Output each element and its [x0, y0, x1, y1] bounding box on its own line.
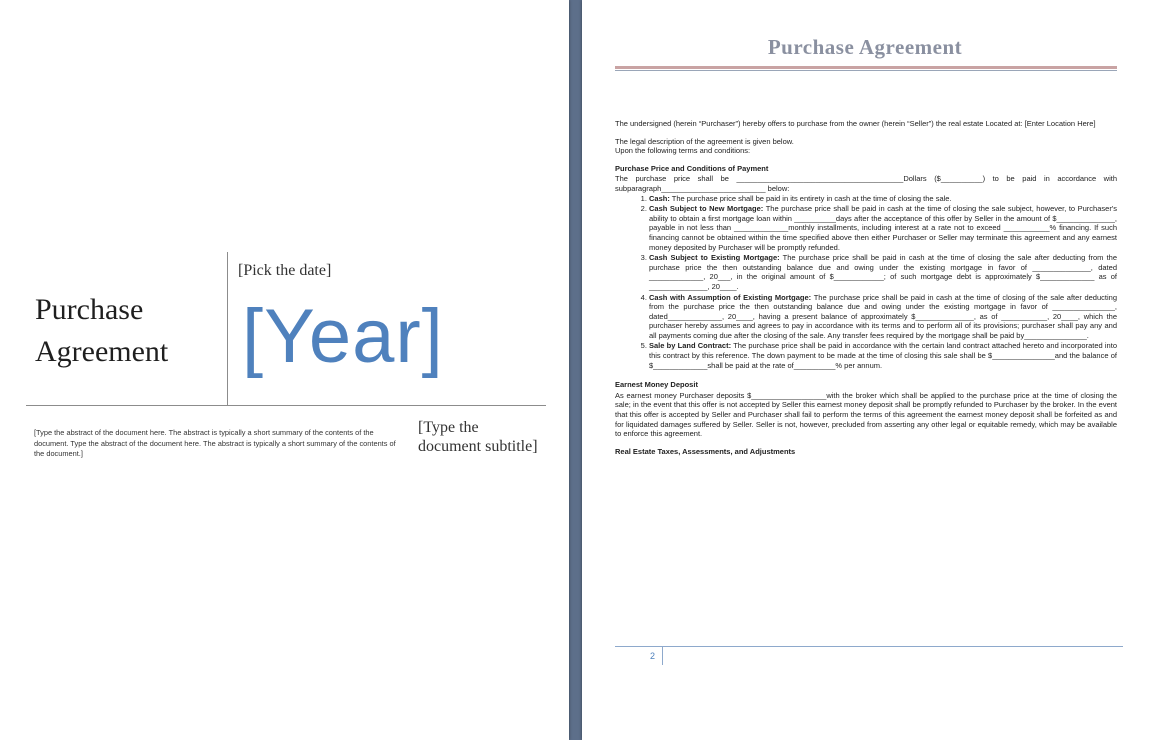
list-item[interactable] [649, 341, 1117, 370]
section-heading-purchase-price[interactable]: Purchase Price and Conditions of Payment [615, 163, 769, 173]
list-item[interactable] [649, 293, 1117, 341]
earnest-money-paragraph[interactable]: As earnest money Purchaser deposits $__________________with the broker which shall be applied to the purchase price at the time of closing the sale; in the event that this offer is not accepted by Seller this earnest money deposit shall be promptly refunded to Purchaser by the broker. In the event that this offer is accepted by Seller and Purchaser shall fail to perform the terms of this agreement the earnest money deposit shall be forfeited as and for liquidated damages suffered by Seller. Seller is not, however, precluded from asserting any other legal or equitable remedy, which may be available to enforce this agreement. [615, 390, 1117, 439]
list-item-text: The purchase price shall be paid in cash at the time of closing the sale subject, however, to Purchaser's ability to obtain a first mortgage loan within __________days after the acceptance of this offer by Seller in the amount of $______________, payable in not less than _____________monthly installments, including interest at a rate not to exceed ___________% financing. If such financing cannot be obtained within the time specified above then either Purchaser or Seller may terminate this agreement and any earnest money deposited by Purchaser will be promptly refunded. [649, 204, 1117, 252]
list-item[interactable] [649, 253, 1117, 291]
cover-title[interactable]: Purchase Agreement [35, 293, 169, 368]
section-heading-taxes[interactable]: Real Estate Taxes, Assessments, and Adjustments [615, 446, 796, 456]
list-item-text: The purchase price shall be paid in accordance with the certain land contract attached hereto and incorporated into this contract by this reference. The down payment to be made at the time of closing this sale shall be $_______________and the balance of $_____________shall be paid at the rate of__________% per annum. [649, 341, 1117, 370]
subtitle-placeholder[interactable]: [Type the document subtitle] [418, 419, 538, 455]
title-rule [615, 66, 1117, 69]
footer-divider [662, 647, 663, 665]
list-item-label: Cash Subject to Existing Mortgage: [649, 253, 780, 263]
list-item-label: Cash Subject to New Mortgage: [649, 204, 764, 214]
purchase-price-paragraph[interactable]: The purchase price shall be ________________________________________Dollars ($__________) to be paid in accordance with subparagraph_________________________ below: [615, 174, 1117, 193]
list-item[interactable] [649, 194, 1117, 204]
document-body[interactable] [615, 119, 1117, 457]
list-item-label: Cash: [649, 193, 670, 203]
agreement-page [582, 0, 1152, 740]
list-item-text: The purchase price shall be paid in cash at the time of closing of the sale after deducting from the purchase price the then outstanding balance due and owing under the existing mortgage in favor of _______________, dated_____________, 20____, having a present balance of approximately $______________, as of ___________, 20____, which the purchaser hereby assumes and agrees to pay in accordance with its terms and to perform all of its provisions; purchaser shall pay any and all payments coming due after the closing of the sale. Any transfer fees required by the mortgage shall be paid by_______________. [649, 292, 1117, 340]
footer-rule [615, 646, 1123, 647]
intro-paragraph[interactable]: The undersigned (herein “Purchaser”) hereby offers to purchase from the owner (herein “Seller”) the real estate Located at: [Enter Location Here] [615, 119, 1096, 128]
list-item-label: Cash with Assumption of Existing Mortgage: [649, 292, 812, 302]
page-number: 2 [650, 651, 656, 661]
cover-vertical-divider [227, 252, 228, 406]
title-rule-secondary [615, 70, 1117, 71]
list-item-text: The purchase price shall be paid in its entirety in cash at the time of closing the sale. [671, 193, 952, 203]
list-item[interactable] [649, 204, 1117, 252]
cover-page [0, 0, 569, 740]
legal-line-1[interactable]: The legal description of the agreement is given below. [615, 136, 794, 146]
date-placeholder[interactable]: [Pick the date] [238, 262, 332, 279]
payment-options-list [615, 194, 1117, 371]
section-heading-earnest-money[interactable]: Earnest Money Deposit [615, 380, 698, 390]
list-item-label: Sale by Land Contract: [649, 341, 732, 351]
cover-horizontal-divider [26, 405, 546, 406]
list-item-text: The purchase price shall be paid in cash at the time of closing the sale after deducting from the purchase price the then outstanding balance due and owing under the existing mortgage in favor of ______________, dated _____________, 20___, in the original amount of $____________; of such mortgage debt is approximately $_____________ as of ______________, 20____. [649, 253, 1118, 291]
abstract-placeholder[interactable]: [Type the abstract of the document here. The abstract is typically a short summary of the contents of the document. Type the abstract of the document here. The abstract is typically a short summary of the contents of the document.] [34, 428, 396, 458]
year-placeholder[interactable]: [Year] [242, 294, 444, 379]
legal-line-2[interactable]: Upon the following terms and conditions: [615, 146, 751, 156]
document-title[interactable]: Purchase Agreement [767, 35, 963, 59]
